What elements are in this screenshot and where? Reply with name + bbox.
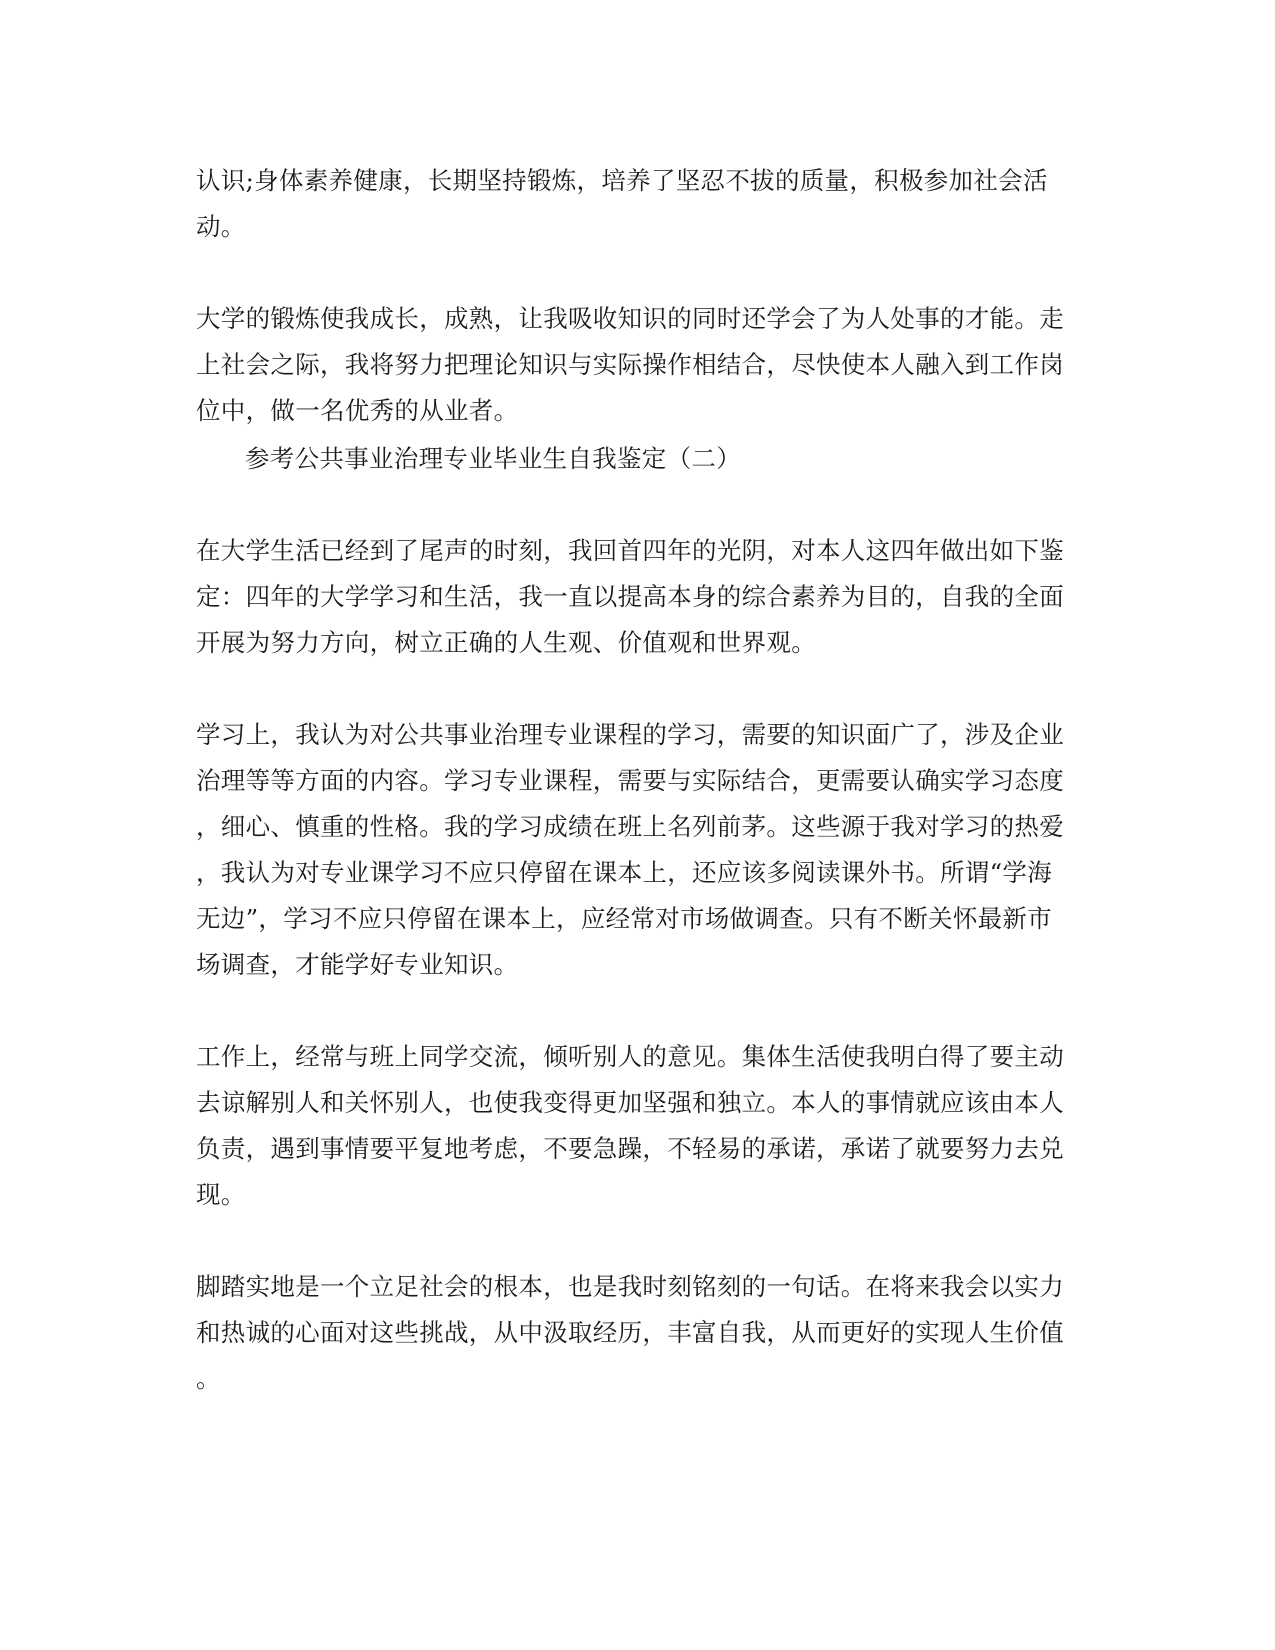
paragraph-line: 场调查，才能学好专业知识。	[196, 950, 519, 979]
paragraph-line: 学习上，我认为对公共事业治理专业课程的学习，需要的知识面广了，涉及企业	[196, 720, 1064, 749]
paragraph-line: 现。	[196, 1180, 246, 1209]
paragraph-line: 。	[196, 1364, 221, 1393]
paragraph-line: 大学的锻炼使我成长，成熟，让我吸收知识的同时还学会了为人处事的才能。走	[196, 304, 1064, 333]
paragraph-line: 上社会之际，我将努力把理论知识与实际操作相结合，尽快使本人融入到工作岗	[196, 350, 1064, 379]
paragraph-line: 负责，遇到事情要平复地考虑，不要急躁，不轻易的承诺，承诺了就要努力去兑	[196, 1134, 1064, 1163]
paragraph-line: 位中，做一名优秀的从业者。	[196, 396, 519, 425]
section-heading: 参考公共事业治理专业毕业生自我鉴定（二）	[245, 444, 741, 473]
paragraph-line: 无边”，学习不应只停留在课本上，应经常对市场做调查。只有不断关怀最新市	[196, 904, 1053, 933]
paragraph-line: 开展为努力方向，树立正确的人生观、价值观和世界观。	[196, 628, 816, 657]
paragraph-line: 和热诚的心面对这些挑战，从中汲取经历，丰富自我，从而更好的实现人生价值	[196, 1318, 1064, 1347]
paragraph-line: 去谅解别人和关怀别人，也使我变得更加坚强和独立。本人的事情就应该由本人	[196, 1088, 1064, 1117]
paragraph-line: 在大学生活已经到了尾声的时刻，我回首四年的光阴，对本人这四年做出如下鉴	[196, 536, 1064, 565]
paragraph-line: 认识;身体素养健康，长期坚持锻炼，培养了坚忍不拔的质量，积极参加社会活	[196, 166, 1048, 195]
paragraph-line: 脚踏实地是一个立足社会的根本，也是我时刻铭刻的一句话。在将来我会以实力	[196, 1272, 1064, 1301]
paragraph-line: 工作上，经常与班上同学交流，倾听别人的意见。集体生活使我明白得了要主动	[196, 1042, 1064, 1071]
paragraph-line: 定：四年的大学学习和生活，我一直以提高本身的综合素养为目的，自我的全面	[196, 582, 1064, 611]
paragraph-line: ，我认为对专业课学习不应只停留在课本上，还应该多阅读课外书。所谓“学海	[196, 858, 1053, 887]
paragraph-line: 治理等等方面的内容。学习专业课程，需要与实际结合，更需要认确实学习态度	[196, 766, 1064, 795]
paragraph-line: 动。	[196, 212, 246, 241]
paragraph-line: ，细心、慎重的性格。我的学习成绩在班上名列前茅。这些源于我对学习的热爱	[196, 812, 1064, 841]
